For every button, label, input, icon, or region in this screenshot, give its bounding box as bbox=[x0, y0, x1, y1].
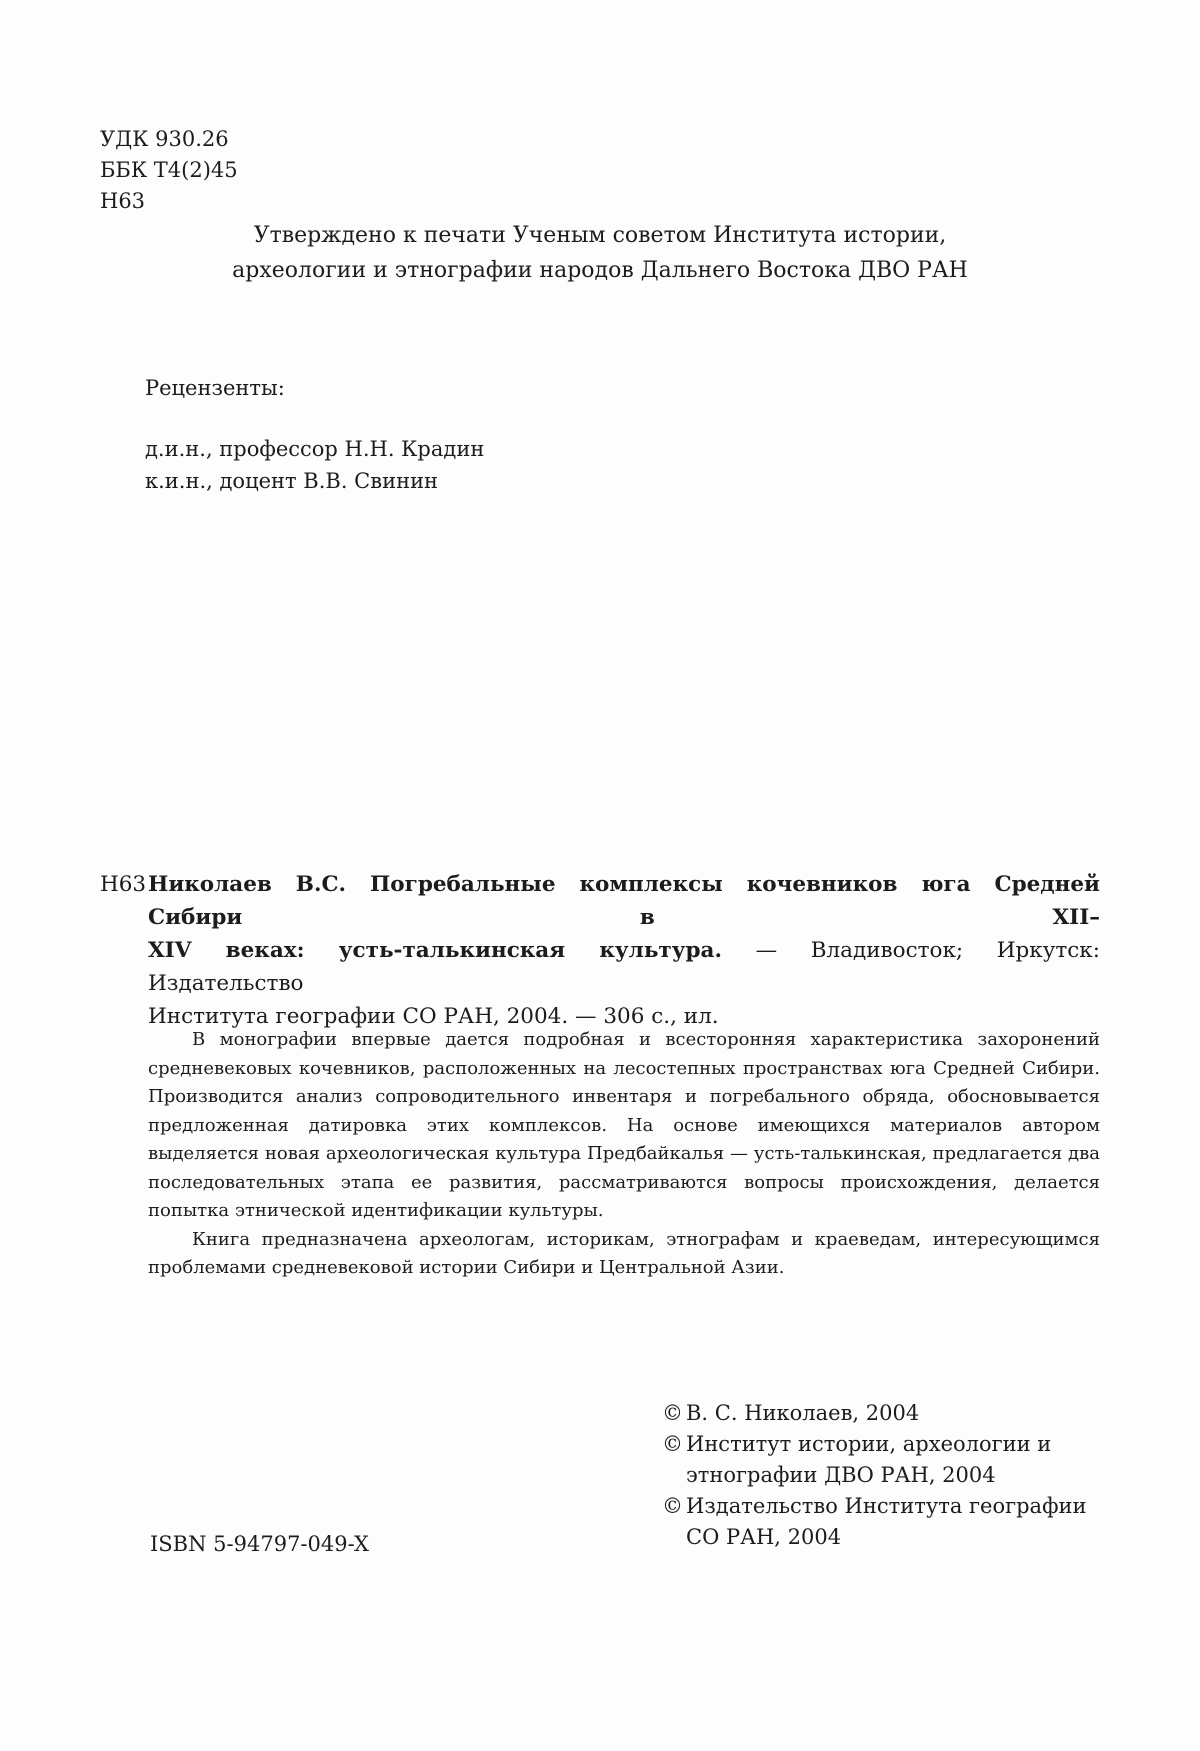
reviewer-1: д.и.н., профессор Н.Н. Крадин bbox=[145, 437, 485, 461]
reviewers-list bbox=[145, 433, 484, 497]
copyright-block bbox=[662, 1398, 1087, 1553]
isbn: ISBN 5-94797-049-X bbox=[150, 1532, 369, 1556]
reviewer-2: к.и.н., доцент В.В. Свинин bbox=[145, 469, 439, 493]
copyright-author: В. С. Николаев, 2004 bbox=[686, 1401, 920, 1425]
reviewers-label: Рецензенты: bbox=[145, 376, 285, 400]
biblio-code: Н63 bbox=[100, 872, 147, 897]
biblio-title-1: Николаев В.С. Погребальные комплексы кочевников юга Средней Сибири в XII– bbox=[148, 872, 1100, 930]
copyright-icon: © bbox=[662, 1494, 683, 1518]
copyright-institute-cont: этнографии ДВО РАН, 2004 bbox=[686, 1463, 996, 1487]
biblio-title-2: XIV веках: усть-талькинская культура. bbox=[148, 938, 722, 963]
udk-code: УДК 930.26 bbox=[100, 127, 229, 151]
abstract-paragraph-1: В монографии впервые дается подробная и всесторонняя характеристика захоронений средневековых кочевников, расположенных на лесостепных пространствах юга Средней Сибири. Производится анализ сопроводительного инвентаря и погребального обряда, обосновывается предложенная датировка этих комплексов. На основе имеющихся материалов автором выделяется новая археологическая культура Предбайкалья — усть-талькинская, предлагается два последовательных этапа ее развития, рассматриваются вопросы происхождения, делается попытка этнической идентификации культуры. bbox=[148, 1029, 1100, 1221]
bbk-code: ББК Т4(2)45 bbox=[100, 158, 238, 182]
copyright-institute: Институт истории, археологии и bbox=[686, 1432, 1052, 1456]
biblio-imprint: Института географии СО РАН, 2004. — 306 с., ил. bbox=[148, 1004, 719, 1029]
copyright-publisher: Издательство Института географии bbox=[686, 1494, 1087, 1518]
biblio-publisher: — Владивосток; Иркутск: Издательство bbox=[148, 938, 1100, 996]
copyright-publisher-cont: СО РАН, 2004 bbox=[686, 1525, 842, 1549]
abstract-paragraph-2: Книга предназначена археологам, историкам, этнографам и краеведам, интересующимся проблемами средневековой истории Сибири и Центральной Азии. bbox=[148, 1228, 1100, 1278]
bibliographic-record bbox=[100, 868, 1100, 1033]
classification-codes bbox=[100, 124, 238, 217]
abstract bbox=[148, 1026, 1100, 1283]
author-sign: Н63 bbox=[100, 189, 146, 213]
copyright-icon: © bbox=[662, 1401, 683, 1425]
approval-note bbox=[0, 218, 1200, 288]
copyright-icon: © bbox=[662, 1432, 683, 1456]
approval-line-1: Утверждено к печати Ученым советом Института истории, bbox=[253, 223, 947, 248]
approval-line-2: археологии и этнографии народов Дальнего Востока ДВО РАН bbox=[232, 258, 968, 283]
